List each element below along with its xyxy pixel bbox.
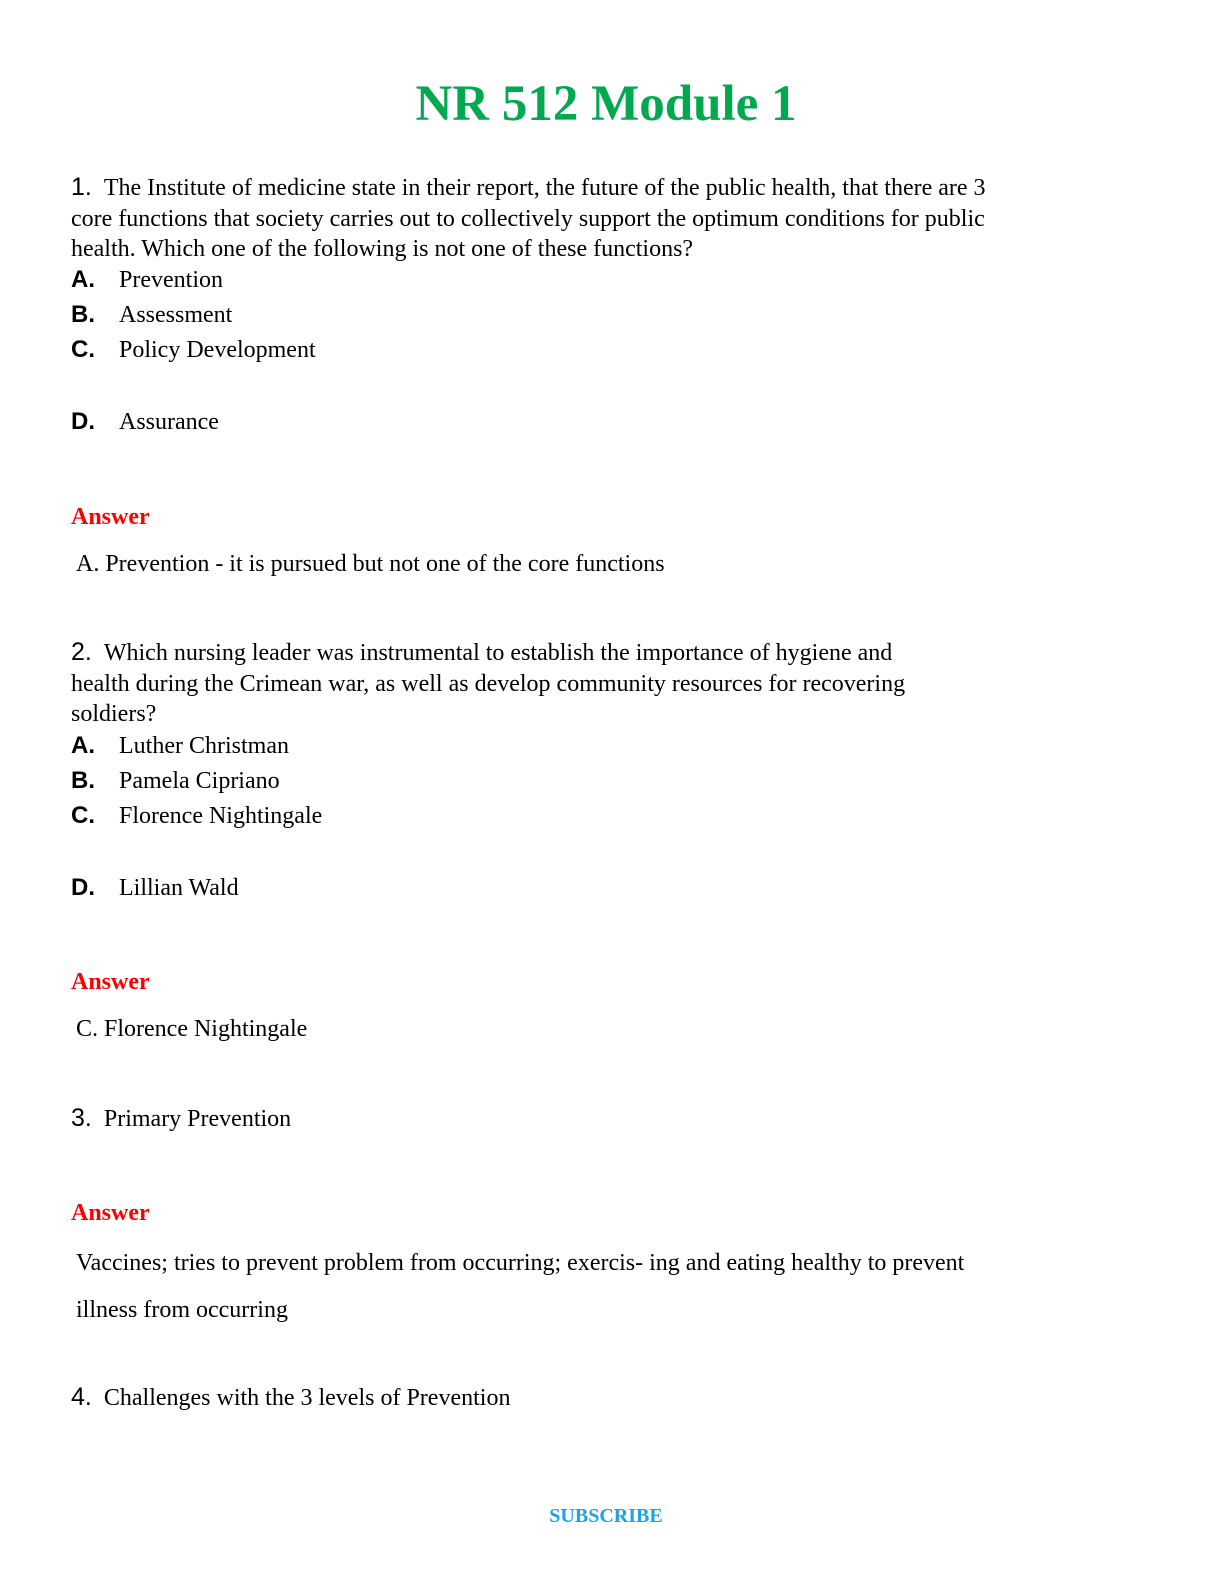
answer-label-2: Answer [71, 969, 150, 995]
question-number: 3. [71, 1104, 92, 1132]
question-1-option-c: C. Policy Development [71, 336, 316, 363]
question-1-option-b: B. Assessment [71, 301, 233, 328]
question-2-option-c: C. Florence Nightingale [71, 802, 323, 829]
answer-label-3: Answer [71, 1200, 150, 1226]
question-number: 2. [71, 638, 92, 666]
question-2-line-2: health during the Crimean war, as well as develop community resources for recovering [71, 670, 906, 697]
question-1-line-1: 1. The Institute of medicine state in their report, the future of the public health, that there are 3 [71, 173, 986, 201]
answer-text-2: C. Florence Nightingale [76, 1016, 308, 1042]
page-title: NR 512 Module 1 [415, 76, 797, 132]
subscribe-link[interactable]: SUBSCRIBE [549, 1505, 663, 1527]
question-number: 1. [71, 173, 92, 201]
question-3: 3. Primary Prevention [71, 1104, 292, 1132]
question-number: 4. [71, 1383, 92, 1411]
question-2-option-d: D. Lillian Wald [71, 874, 239, 901]
question-2-line-1: 2. Which nursing leader was instrumental to establish the importance of hygiene and [71, 638, 893, 666]
question-1-option-d: D. Assurance [71, 408, 219, 435]
question-2 [71, 637, 1151, 730]
question-1 [71, 172, 1151, 265]
question-4: 4. Challenges with the 3 levels of Prevention [71, 1383, 511, 1411]
answer-label-1: Answer [71, 504, 150, 530]
question-1-line-3: health. Which one of the following is not one of these functions? [71, 236, 694, 262]
question-1-line-2: core functions that society carries out to collectively support the optimum conditions for public [71, 205, 985, 232]
question-2-option-b: B. Pamela Cipriano [71, 767, 280, 794]
question-2-option-a: A. Luther Christman [71, 732, 289, 759]
question-1-option-a: A. Prevention [71, 266, 223, 293]
answer-text-3: Vaccines; tries to prevent problem from occurring; exercis- ing and eating healthy to prevent illness from occurring [76, 1250, 965, 1323]
question-2-line-3: soldiers? [71, 701, 157, 727]
answer-text-1: A. Prevention - it is pursued but not one of the core functions [76, 551, 665, 577]
